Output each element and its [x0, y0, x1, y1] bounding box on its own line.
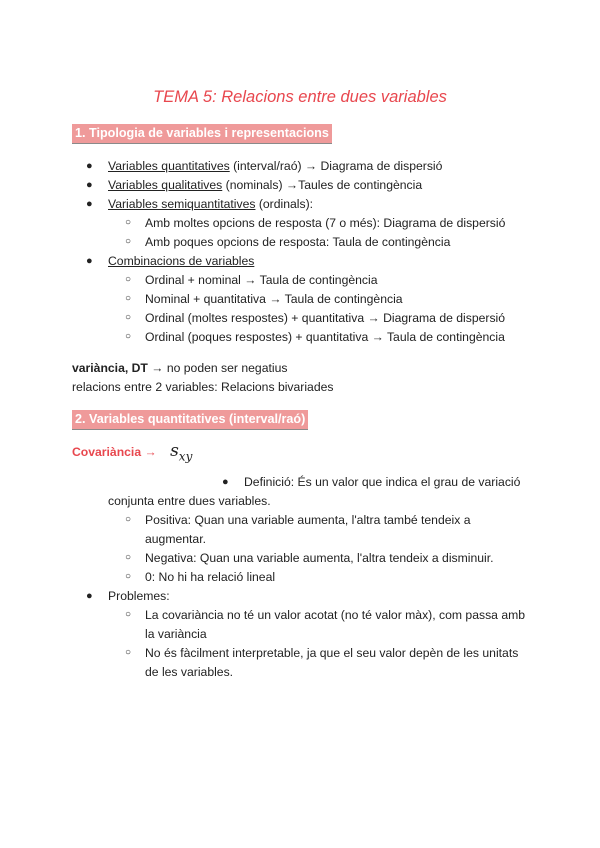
circle-bullet-icon: ○ [125, 331, 132, 342]
symbol-base: s [170, 441, 179, 461]
circle-bullet-icon: ○ [125, 609, 132, 620]
item-text: (ordinals): [255, 197, 314, 211]
bullet-icon: ● [86, 160, 93, 172]
bullet-icon: ● [222, 476, 229, 488]
page-title: TEMA 5: Relacions entre dues variables [153, 88, 447, 106]
sub-item-text: Ordinal (poques respostes) + quantitativa → Taula de contingència [145, 330, 505, 344]
list-item [86, 158, 443, 174]
definition-continuation: conjunta entre dues variables. [108, 494, 271, 508]
sub-list-item [125, 215, 506, 231]
list-item [86, 196, 314, 212]
variance-text: → no poden ser negatius [147, 361, 288, 375]
bullet-icon: ● [86, 590, 93, 602]
sub-list-item [125, 291, 403, 307]
bivariate-note: relacions entre 2 variables: Relacions bivariades [72, 380, 334, 394]
sub-item-text: No és fàcilment interpretable, ja que el seu valor depèn de les unitats [145, 646, 519, 660]
circle-bullet-icon: ○ [125, 217, 132, 228]
variance-note [72, 360, 287, 376]
circle-bullet-icon: ○ [125, 571, 132, 582]
sub-item-continuation: augmentar. [145, 532, 206, 546]
sub-list-item [125, 310, 506, 326]
sub-item-text: Nominal + quantitativa → Taula de contingència [145, 292, 403, 306]
section-2-heading: 2. Variables quantitatives (interval/raó) [72, 410, 308, 430]
sub-item-text: Ordinal (moltes respostes) + quantitativa → Diagrama de dispersió [145, 311, 506, 325]
sub-list-item [125, 569, 276, 585]
list-item [86, 177, 423, 193]
circle-bullet-icon: ○ [125, 236, 132, 247]
sub-item-text: Ordinal + nominal → Taula de contingència [145, 273, 378, 287]
covariance-heading [72, 440, 192, 467]
circle-bullet-icon: ○ [125, 552, 132, 563]
sub-item-text: 0: No hi ha relació lineal [145, 570, 276, 584]
sub-item-text: Amb poques opcions de resposta: Taula de contingència [145, 235, 451, 249]
sub-list-item [125, 234, 451, 250]
bullet-icon: ● [86, 179, 93, 191]
sub-list-item [125, 329, 505, 345]
sub-list-item [125, 550, 494, 566]
circle-bullet-icon: ○ [125, 274, 132, 285]
item-label: Variables semiquantitatives [108, 197, 256, 211]
section-1-heading: 1. Tipologia de variables i representacions [72, 124, 332, 144]
circle-bullet-icon: ○ [125, 312, 132, 323]
sub-item-text: Negativa: Quan una variable aumenta, l'altra tendeix a disminuir. [145, 551, 494, 565]
symbol-subscript: xy [178, 449, 193, 464]
item-text: (nominals) →Taules de contingència [222, 178, 423, 192]
circle-bullet-icon: ○ [125, 514, 132, 525]
sub-item-continuation: la variància [145, 627, 207, 641]
covariance-symbol [170, 441, 193, 464]
bullet-icon: ● [86, 255, 93, 267]
item-text: (interval/raó) → Diagrama de dispersió [229, 159, 443, 173]
sub-item-continuation: de les variables. [145, 665, 234, 679]
covariance-label: Covariància → [72, 445, 157, 459]
item-label: Combinacions de variables [108, 254, 255, 268]
sub-list-item [125, 645, 519, 661]
sub-list-item [125, 512, 471, 528]
circle-bullet-icon: ○ [125, 647, 132, 658]
sub-item-text: Amb moltes opcions de resposta (7 o més): Diagrama de dispersió [145, 216, 506, 230]
variance-term: variància, DT [72, 361, 148, 375]
definition-item [222, 474, 521, 490]
circle-bullet-icon: ○ [125, 293, 132, 304]
item-label: Variables qualitatives [108, 178, 223, 192]
sub-list-item [125, 607, 526, 623]
definition-text: Definició: És un valor que indica el grau de variació [244, 475, 521, 489]
bullet-icon: ● [86, 198, 93, 210]
item-label: Variables quantitatives [108, 159, 230, 173]
sub-list-item [125, 272, 378, 288]
sub-item-text: Positiva: Quan una variable aumenta, l'altra també tendeix a [145, 513, 471, 527]
list-item [86, 253, 255, 269]
sub-item-text: La covariància no té un valor acotat (no té valor màx), com passa amb [145, 608, 526, 622]
list-item [86, 588, 170, 604]
item-text: Problemes: [108, 589, 170, 603]
